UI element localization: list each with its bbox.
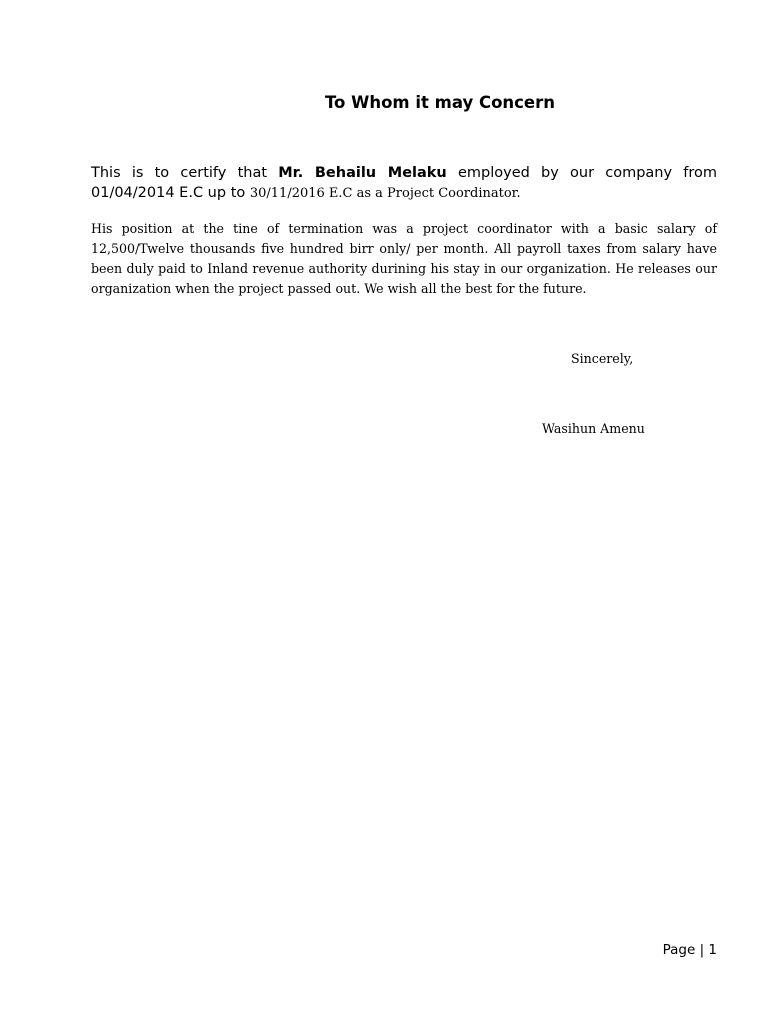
employee-name: Mr. Behailu Melaku: [278, 165, 447, 181]
page-number-footer: Page | 1: [662, 942, 717, 958]
document-title: To Whom it may Concern: [324, 93, 556, 112]
signer-name: Wasihun Amenu: [542, 421, 645, 436]
certify-intro-text: This is to certify that: [91, 165, 279, 181]
end-date-role-text: 30/11/2016 E.C as a Project Coordinator.: [249, 186, 521, 201]
termination-details-paragraph: His position at the tine of termination was a project coordinator with a basic salary of 12,500/Twelve thousands five hundred birr only/ per month. All payroll taxes from salary have been duly paid to Inland revenue authority durining his stay in our organization. He releases our organization when the project passed out. We wish all the best for the future.: [91, 221, 717, 296]
employment-period-text: employed by our company from 01/04/2014 E.C up to: [91, 165, 717, 201]
certification-paragraph: [91, 163, 717, 204]
closing-salutation: Sincerely,: [571, 351, 634, 366]
